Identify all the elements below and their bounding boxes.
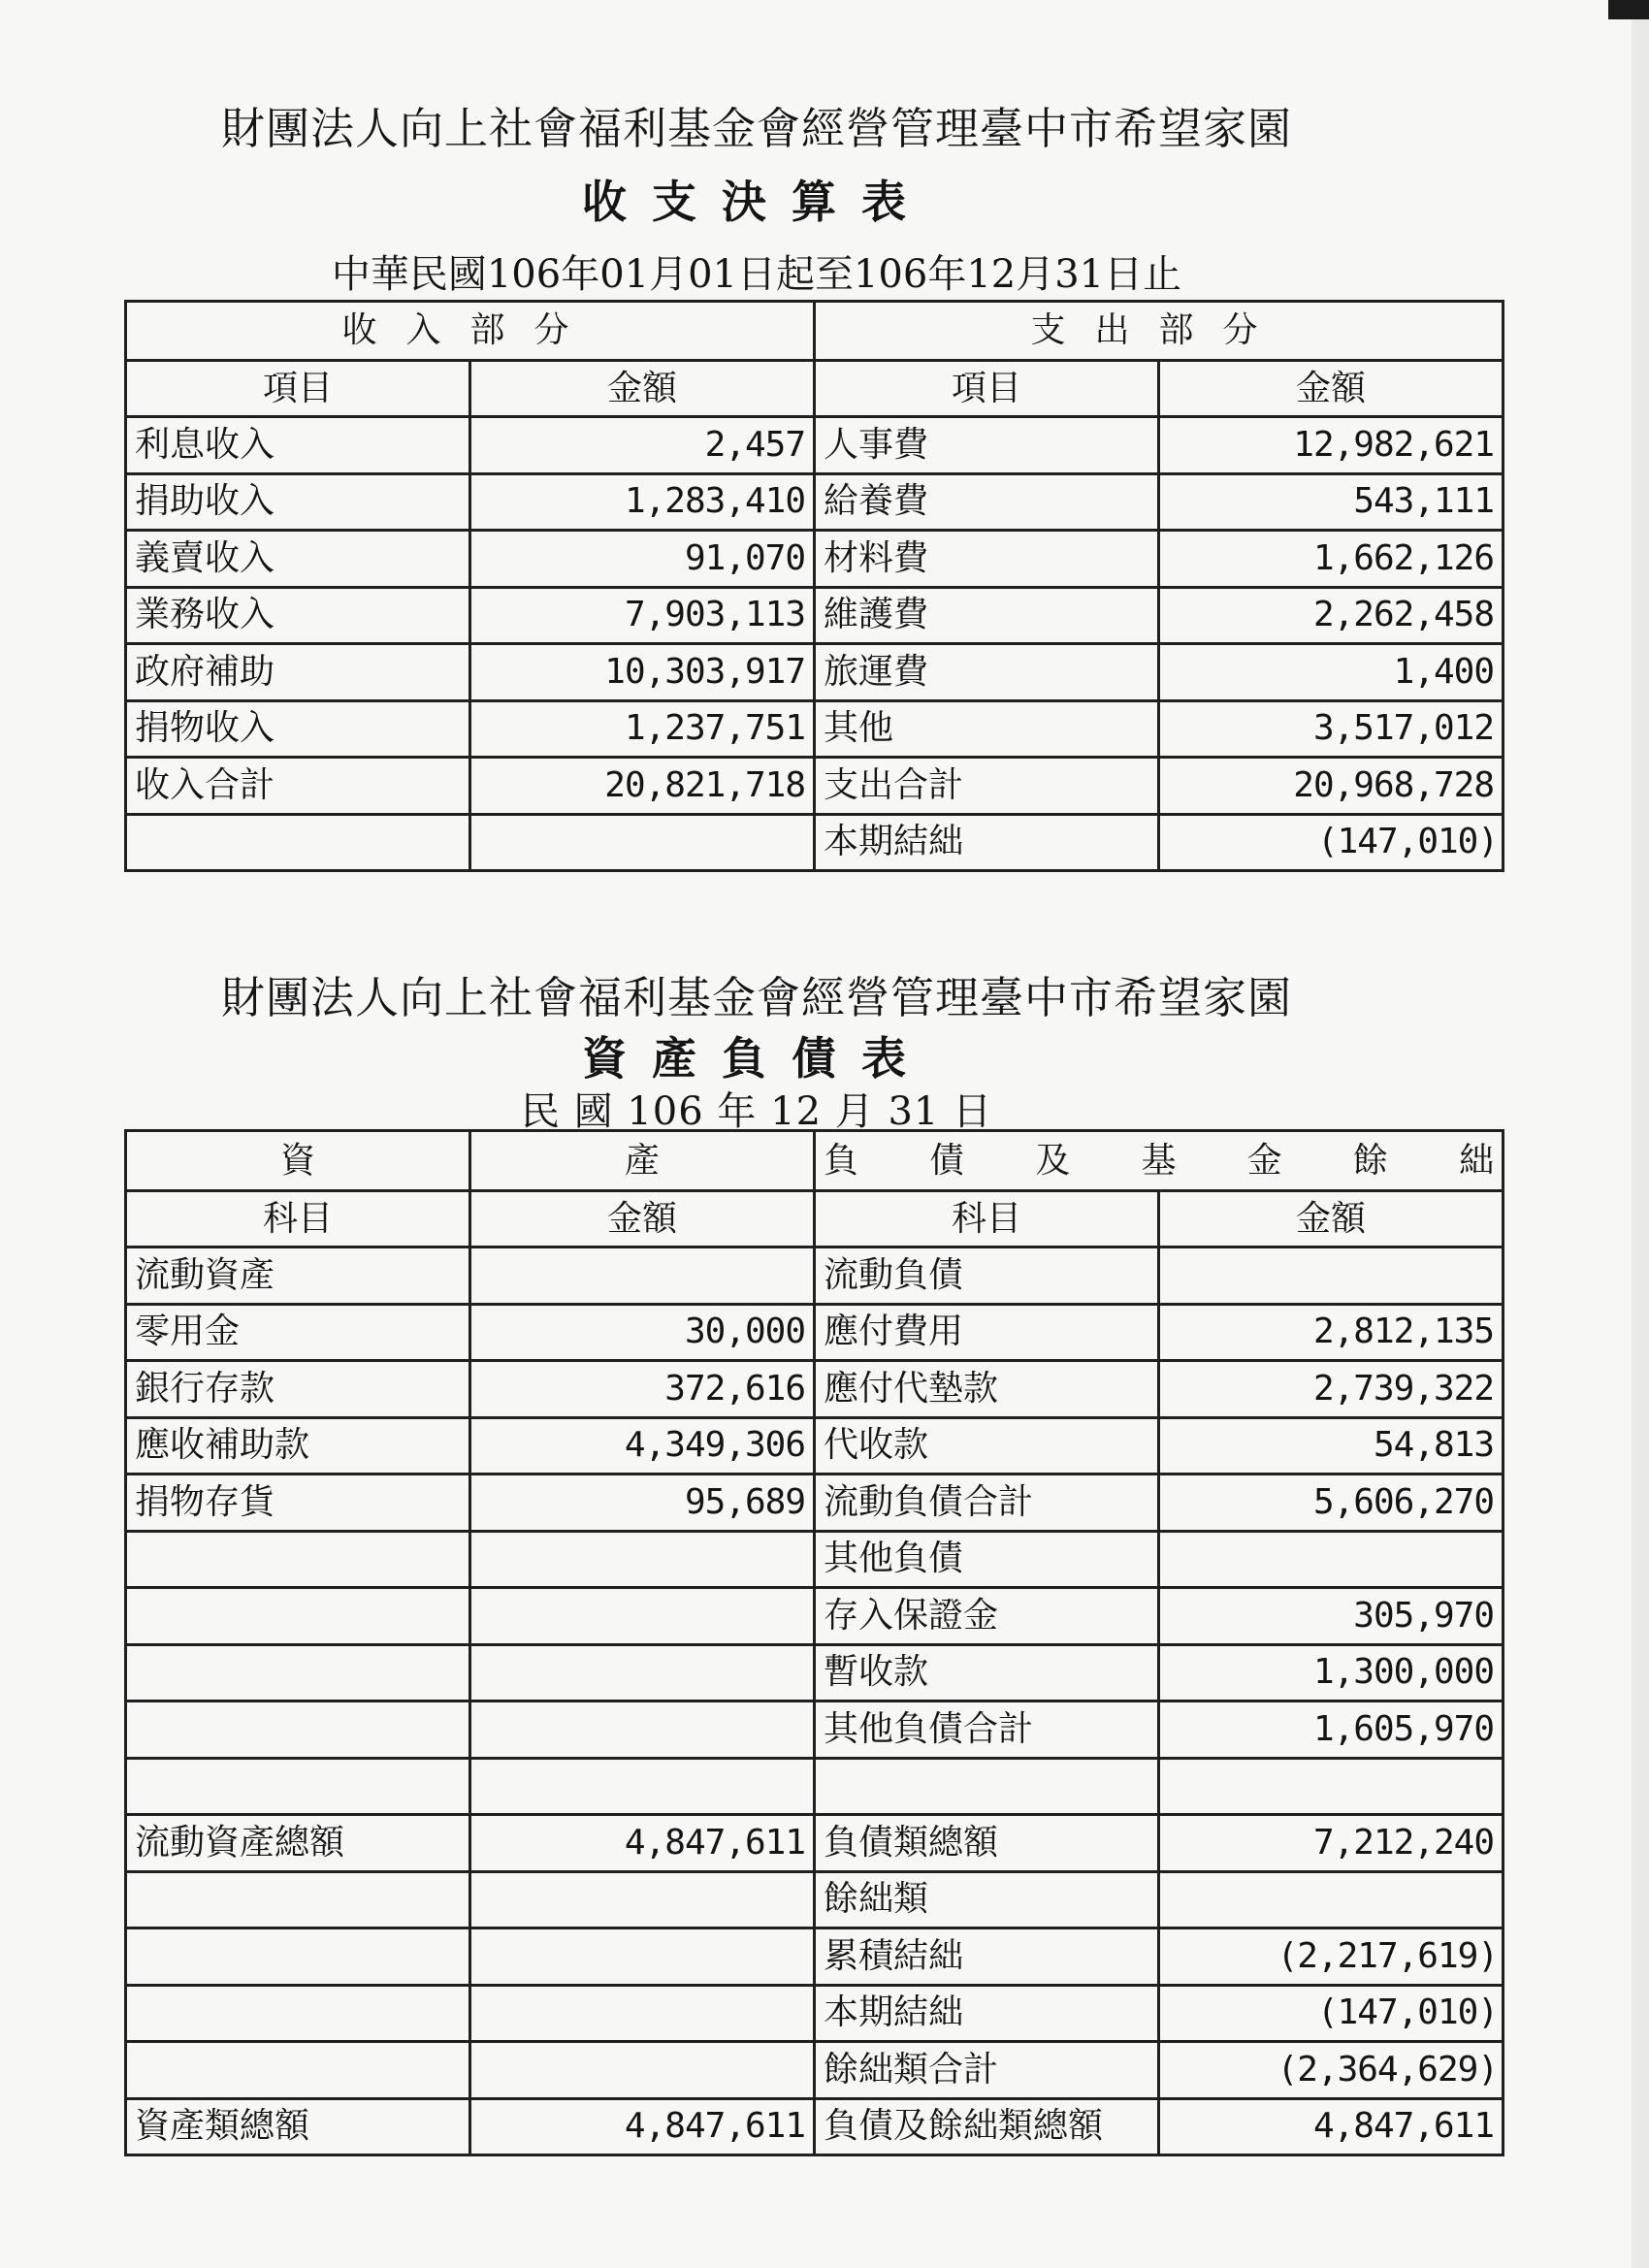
liability-item: 存入保證金 bbox=[815, 1588, 1159, 1645]
income-item bbox=[126, 814, 470, 871]
current-assets-total-amount: 4,847,611 bbox=[470, 1815, 815, 1872]
liability-amount: 2,812,135 bbox=[1159, 1304, 1504, 1361]
asset-amount bbox=[470, 2042, 815, 2099]
col-header-amount: 金額 bbox=[1159, 1191, 1504, 1247]
period-deficit-label: 本期結絀 bbox=[815, 814, 1159, 871]
asset-amount bbox=[470, 1531, 815, 1588]
table-row bbox=[126, 1417, 1504, 1474]
income-statement-title: 收支決算表 bbox=[582, 176, 931, 228]
expense-item: 旅運費 bbox=[815, 644, 1159, 701]
liability-category: 流動負債 bbox=[815, 1247, 1159, 1305]
liabilities-total-amount: 7,212,240 bbox=[1159, 1815, 1504, 1872]
table-row bbox=[126, 531, 1504, 588]
expense-total-amount: 20,968,728 bbox=[1159, 758, 1504, 815]
table-row bbox=[126, 1815, 1504, 1872]
income-item: 義賣收入 bbox=[126, 531, 470, 588]
asset-item: 捐物存貨 bbox=[126, 1474, 470, 1532]
expense-section-header: 支出部分 bbox=[815, 302, 1504, 361]
asset-amount: 4,349,306 bbox=[470, 1417, 815, 1474]
table-row bbox=[126, 758, 1504, 815]
asset-amount bbox=[470, 1871, 815, 1928]
asset-category bbox=[126, 1588, 470, 1645]
table-row bbox=[126, 1588, 1504, 1645]
liability-subtotal-amount: 1,605,970 bbox=[1159, 1701, 1504, 1759]
fund-subtotal-label: 餘絀類合計 bbox=[815, 2042, 1159, 2099]
income-item: 業務收入 bbox=[126, 587, 470, 644]
asset-amount: 95,689 bbox=[470, 1474, 815, 1532]
asset-header-left: 資 bbox=[126, 1131, 470, 1191]
fund-amount: (147,010) bbox=[1159, 1985, 1504, 2042]
expense-amount: 543,111 bbox=[1159, 473, 1504, 531]
col-header-amount: 金額 bbox=[470, 1191, 815, 1247]
liability-subtotal-label: 其他負債合計 bbox=[815, 1701, 1159, 1759]
asset-item: 應收補助款 bbox=[126, 1417, 470, 1474]
liability-subtotal-amount: 5,606,270 bbox=[1159, 1474, 1504, 1532]
expense-item: 人事費 bbox=[815, 417, 1159, 474]
table-row bbox=[126, 1928, 1504, 1986]
table-row bbox=[126, 1531, 1504, 1588]
asset-amount: 372,616 bbox=[470, 1361, 815, 1418]
balance-sheet-title: 資產負債表 bbox=[582, 1032, 931, 1085]
expense-amount: 2,262,458 bbox=[1159, 587, 1504, 644]
asset-header-right: 產 bbox=[470, 1131, 815, 1191]
income-statement-org: 財團法人向上社會福利基金會經營管理臺中市希望家園 bbox=[220, 103, 1292, 154]
assets-total-label: 資產類總額 bbox=[126, 2098, 470, 2155]
expense-item: 材料費 bbox=[815, 531, 1159, 588]
fund-subtotal-amount: (2,364,629) bbox=[1159, 2042, 1504, 2099]
asset-category bbox=[126, 1985, 470, 2042]
col-header-item: 項目 bbox=[126, 361, 470, 417]
income-statement-period: 中華民國106年01月01日起至106年12月31日止 bbox=[331, 252, 1182, 297]
col-header-subject: 科目 bbox=[815, 1191, 1159, 1247]
col-header-subject: 科目 bbox=[126, 1191, 470, 1247]
expense-item: 給養費 bbox=[815, 473, 1159, 531]
table-row bbox=[126, 1361, 1504, 1418]
asset-item: 銀行存款 bbox=[126, 1361, 470, 1418]
section-header-row bbox=[126, 1131, 1504, 1191]
table-row bbox=[126, 1304, 1504, 1361]
period-deficit-amount: (147,010) bbox=[1159, 814, 1504, 871]
expense-item: 其他 bbox=[815, 700, 1159, 758]
table-row bbox=[126, 814, 1504, 871]
liability-item: 應付代墊款 bbox=[815, 1361, 1159, 1418]
asset-category: 流動資產 bbox=[126, 1247, 470, 1305]
liability-amount bbox=[1159, 1758, 1504, 1815]
asset-item: 零用金 bbox=[126, 1304, 470, 1361]
liability-item: 暫收款 bbox=[815, 1644, 1159, 1701]
table-row bbox=[126, 1247, 1504, 1305]
scan-corner-mark bbox=[1608, 0, 1649, 19]
asset-amount bbox=[470, 1588, 815, 1645]
expense-amount: 3,517,012 bbox=[1159, 700, 1504, 758]
fund-item: 本期結絀 bbox=[815, 1985, 1159, 2042]
liability-amount: 2,739,322 bbox=[1159, 1361, 1504, 1418]
income-item: 利息收入 bbox=[126, 417, 470, 474]
table-row bbox=[126, 2042, 1504, 2099]
asset-amount bbox=[470, 1247, 815, 1305]
liability-fund-header: 負債及基金餘絀 bbox=[815, 1131, 1504, 1191]
table-row bbox=[126, 1758, 1504, 1815]
asset-category bbox=[126, 1928, 470, 1986]
income-item: 捐助收入 bbox=[126, 473, 470, 531]
asset-amount: 30,000 bbox=[470, 1304, 815, 1361]
expense-amount: 1,400 bbox=[1159, 644, 1504, 701]
liability-amount: 305,970 bbox=[1159, 1588, 1504, 1645]
table-row bbox=[126, 1644, 1504, 1701]
asset-category bbox=[126, 1531, 470, 1588]
expense-total-label: 支出合計 bbox=[815, 758, 1159, 815]
asset-amount bbox=[470, 1928, 815, 1986]
table-row bbox=[126, 2098, 1504, 2155]
asset-category bbox=[126, 1871, 470, 1928]
expense-item: 維護費 bbox=[815, 587, 1159, 644]
liability-item: 應付費用 bbox=[815, 1304, 1159, 1361]
col-header-amount: 金額 bbox=[470, 361, 815, 417]
income-amount bbox=[470, 814, 815, 871]
liability-amount: 1,300,000 bbox=[1159, 1644, 1504, 1701]
table-row bbox=[126, 587, 1504, 644]
table-row bbox=[126, 1474, 1504, 1532]
liabilities-fund-total-label: 負債及餘絀類總額 bbox=[815, 2098, 1159, 2155]
asset-amount bbox=[470, 1985, 815, 2042]
asset-category bbox=[126, 1644, 470, 1701]
liability-amount bbox=[1159, 1531, 1504, 1588]
current-assets-total-label: 流動資產總額 bbox=[126, 1815, 470, 1872]
asset-amount bbox=[470, 1701, 815, 1759]
income-item: 政府補助 bbox=[126, 644, 470, 701]
asset-amount bbox=[470, 1758, 815, 1815]
table-row bbox=[126, 700, 1504, 758]
expense-amount: 1,662,126 bbox=[1159, 531, 1504, 588]
fund-amount: (2,217,619) bbox=[1159, 1928, 1504, 1986]
table-row bbox=[126, 1985, 1504, 2042]
income-amount: 10,303,917 bbox=[470, 644, 815, 701]
section-header-row bbox=[126, 302, 1504, 361]
income-amount: 1,283,410 bbox=[470, 473, 815, 531]
liability-amount bbox=[1159, 1247, 1504, 1305]
table-row bbox=[126, 644, 1504, 701]
table-row bbox=[126, 417, 1504, 474]
fund-amount bbox=[1159, 1871, 1504, 1928]
asset-category bbox=[126, 2042, 470, 2099]
income-total-label: 收入合計 bbox=[126, 758, 470, 815]
table-row bbox=[126, 1871, 1504, 1928]
liabilities-total-label: 負債類總額 bbox=[815, 1815, 1159, 1872]
expense-amount: 12,982,621 bbox=[1159, 417, 1504, 474]
income-item: 捐物收入 bbox=[126, 700, 470, 758]
liability-category: 其他負債 bbox=[815, 1531, 1159, 1588]
balance-sheet-table bbox=[124, 1129, 1504, 2156]
balance-sheet-date: 民 國 106 年 12 月 31 日 bbox=[520, 1089, 993, 1134]
income-section-header: 收入部分 bbox=[126, 302, 815, 361]
column-header-row bbox=[126, 1191, 1504, 1247]
income-amount: 2,457 bbox=[470, 417, 815, 474]
fund-item: 累積結絀 bbox=[815, 1928, 1159, 1986]
balance-sheet-org: 財團法人向上社會福利基金會經營管理臺中市希望家園 bbox=[220, 972, 1292, 1023]
asset-category bbox=[126, 1701, 470, 1759]
asset-category bbox=[126, 1758, 470, 1815]
asset-amount bbox=[470, 1644, 815, 1701]
table-row bbox=[126, 1701, 1504, 1759]
liabilities-fund-total-amount: 4,847,611 bbox=[1159, 2098, 1504, 2155]
liability-subtotal-label: 流動負債合計 bbox=[815, 1474, 1159, 1532]
income-total-amount: 20,821,718 bbox=[470, 758, 815, 815]
income-amount: 1,237,751 bbox=[470, 700, 815, 758]
fund-category: 餘絀類 bbox=[815, 1871, 1159, 1928]
col-header-amount: 金額 bbox=[1159, 361, 1504, 417]
column-header-row bbox=[126, 361, 1504, 417]
income-amount: 7,903,113 bbox=[470, 587, 815, 644]
liability-item: 代收款 bbox=[815, 1417, 1159, 1474]
income-statement-table bbox=[124, 300, 1504, 872]
liability-amount: 54,813 bbox=[1159, 1417, 1504, 1474]
table-row bbox=[126, 473, 1504, 531]
income-amount: 91,070 bbox=[470, 531, 815, 588]
page-edge-shadow bbox=[1632, 0, 1649, 2268]
assets-total-amount: 4,847,611 bbox=[470, 2098, 815, 2155]
col-header-item: 項目 bbox=[815, 361, 1159, 417]
liability-category bbox=[815, 1758, 1159, 1815]
